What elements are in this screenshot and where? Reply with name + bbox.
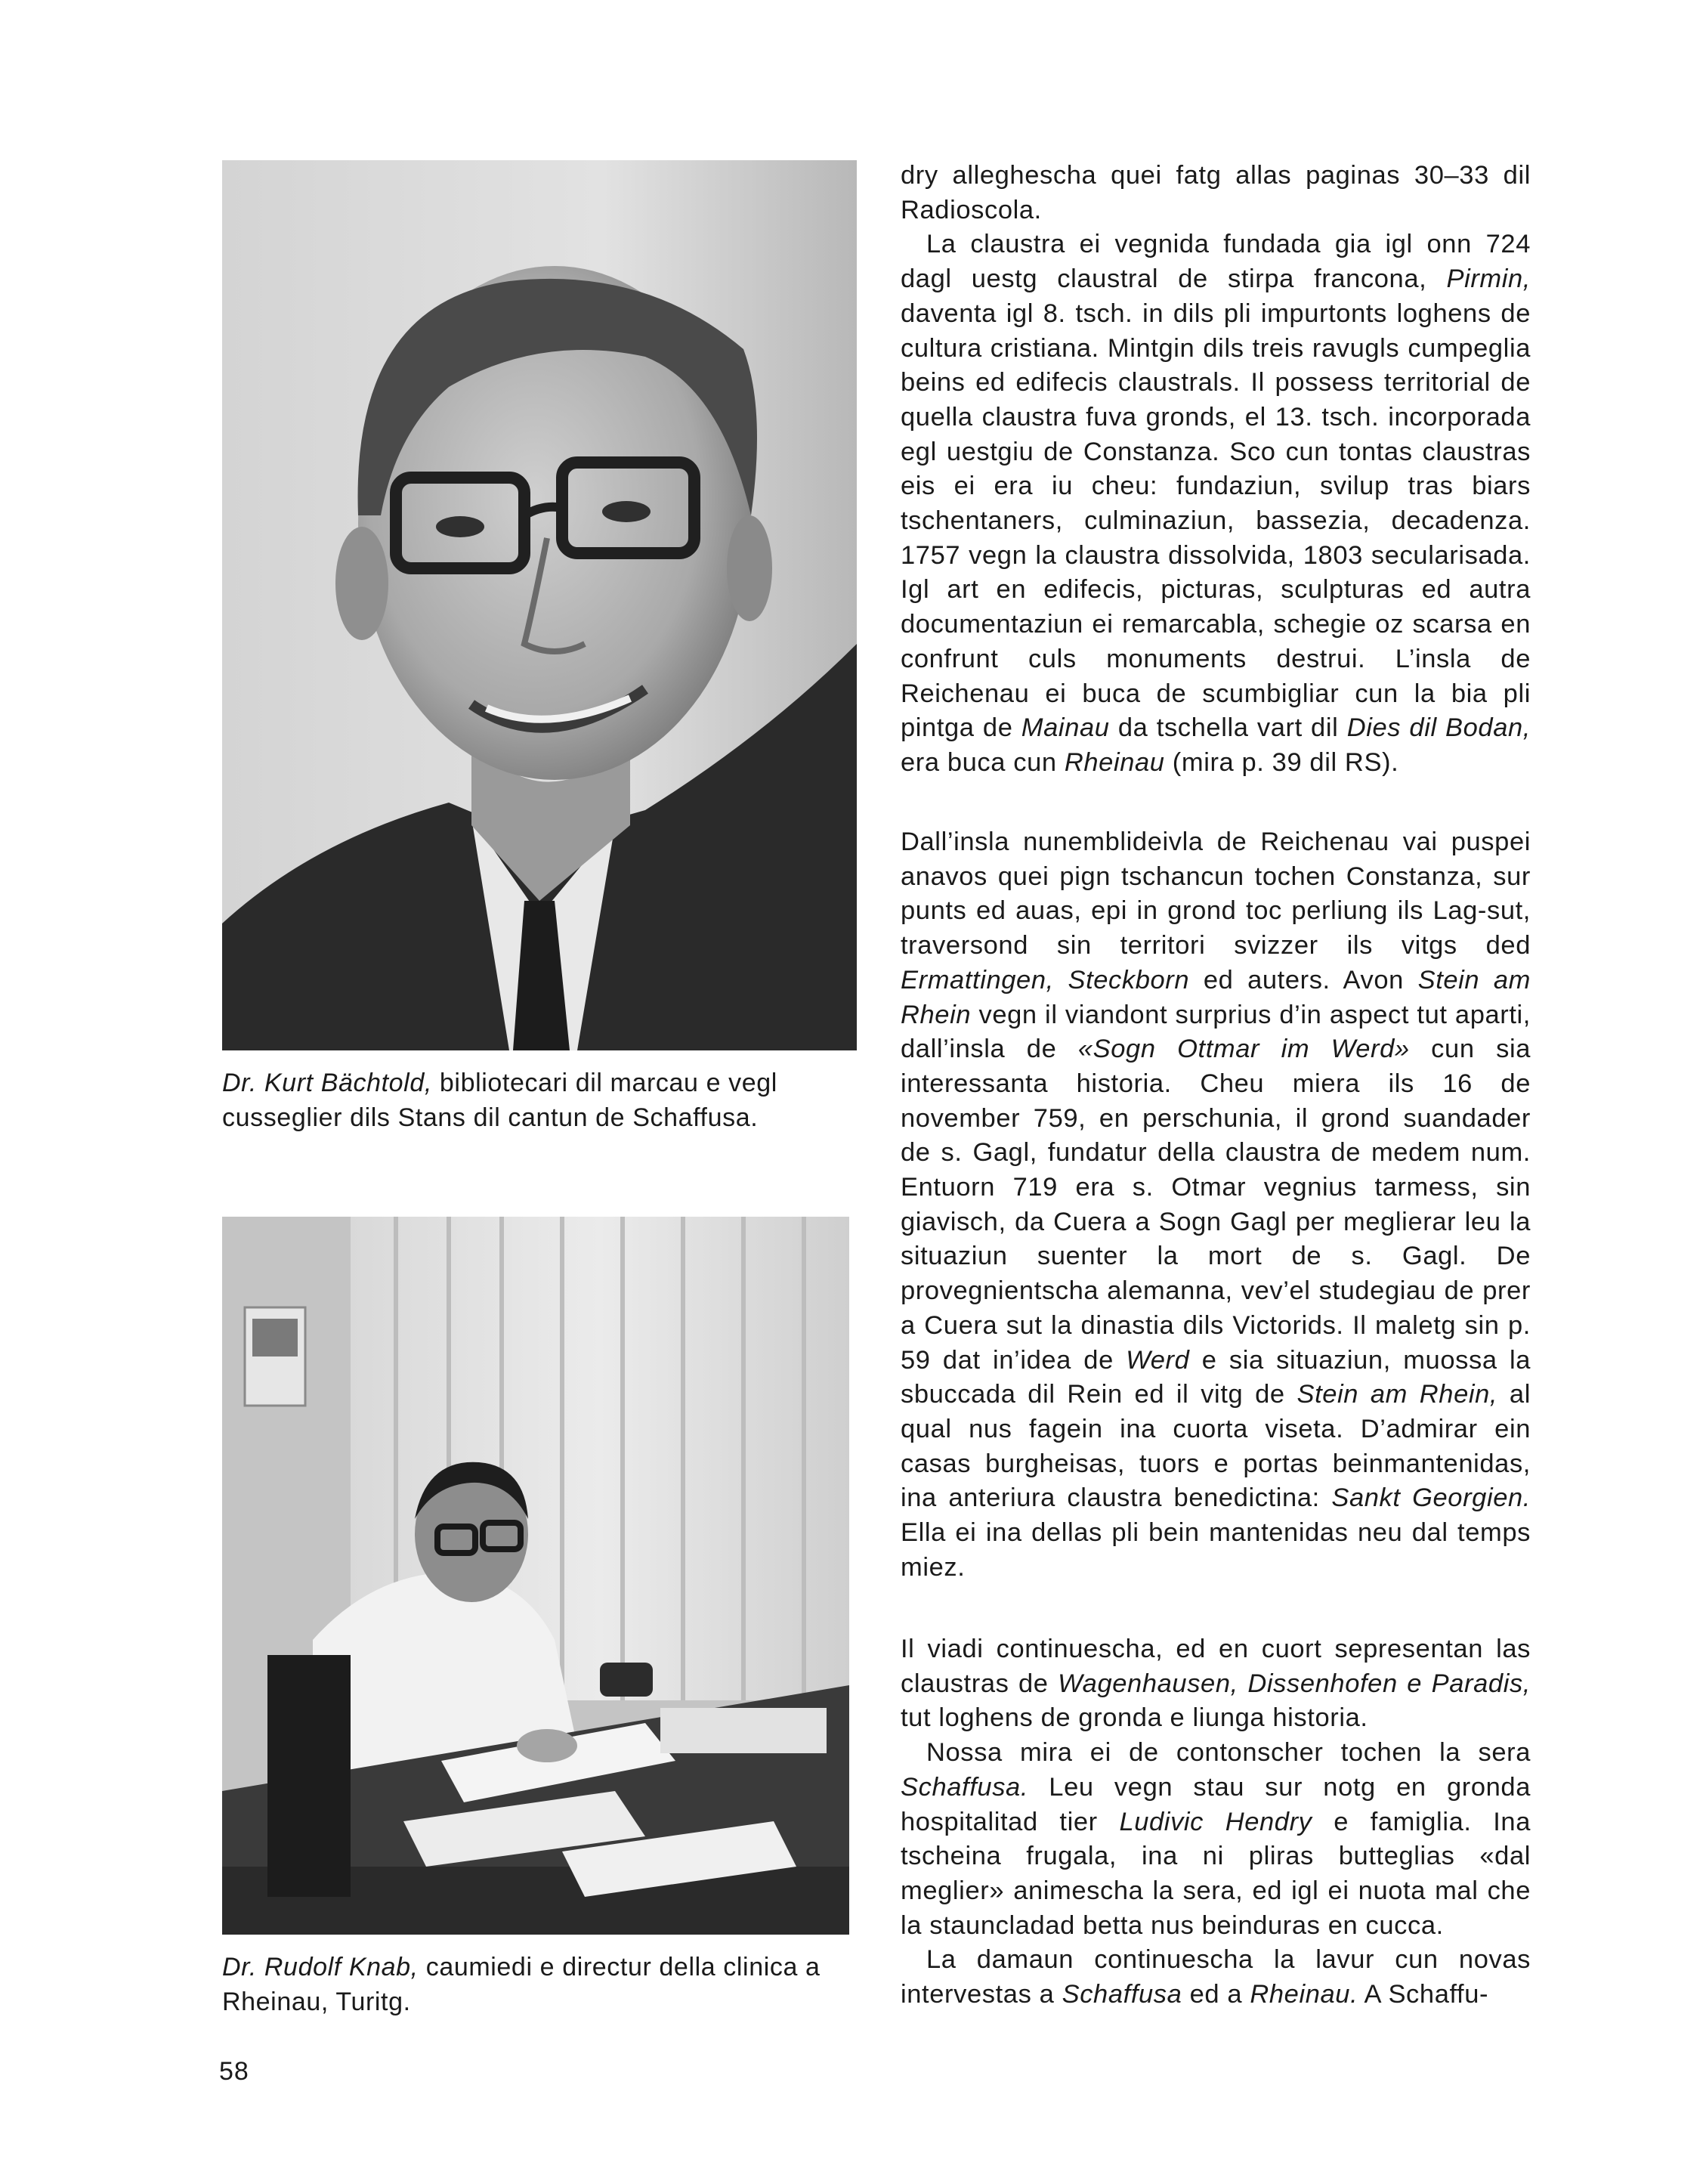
paragraph xyxy=(901,1943,1531,2012)
paragraph xyxy=(901,1632,1531,1736)
text-block-2 xyxy=(901,825,1531,1585)
paragraph-text: era buca cun xyxy=(901,747,1065,777)
emphasis: Ermattingen, Steckborn xyxy=(901,965,1190,995)
paragraph-text: e sia situaziun, muossa la sbuccada dil Rein ed il vitg de xyxy=(901,1345,1531,1409)
paragraph-text: Dall’insla nunemblideivla de Reichenau vai puspei anavos quei pign tschancun tochen Constanza, sur punts ed auas, epi in grond toc perliung ils Lag-sut, traversond sin territori svizzer ils vitgs ded xyxy=(901,828,1531,961)
emphasis: Wagenhausen, Dissenhofen e Paradis, xyxy=(1058,1669,1531,1698)
emphasis: Rheinau xyxy=(1064,747,1165,777)
caption-text: caumiedi e directur della clinica a Rheinau, Turitg. xyxy=(222,1953,821,2016)
paragraph-text: ed a xyxy=(1182,1980,1250,2009)
paragraph-text: dry alleghescha quei fatg allas paginas 30–33 dil Radioscola. xyxy=(901,161,1531,224)
paragraph-text: A Schaffu- xyxy=(1358,1980,1489,2009)
photo-rudolf-knab-at-desk xyxy=(222,1217,849,1935)
photo-caption-2 xyxy=(222,1950,849,2019)
paragraph-text: Leu vegn stau sur notg en gronda hospitalitad tier xyxy=(901,1772,1531,1836)
paragraph xyxy=(901,1736,1531,1943)
photo-caption-1 xyxy=(222,1066,849,1135)
emphasis: Rheinau. xyxy=(1250,1980,1358,2009)
emphasis: Ludivic Hendry xyxy=(1119,1807,1312,1836)
paragraph-text: e famiglia. Ina tscheina frugala, ina ni pliras butteglias «dal meglier» animescha la sera, ed igl ei nuota mal che la stauncladad betta nus beinduras en cucca. xyxy=(901,1807,1531,1940)
portrait-photo-kurt-baechtold xyxy=(222,160,857,1050)
emphasis: Dies dil Bodan, xyxy=(1346,713,1531,743)
caption-name: Dr. Rudolf Knab, xyxy=(222,1953,419,1981)
emphasis: Stein am Rhein xyxy=(901,965,1531,1029)
page-number: 58 xyxy=(219,2057,249,2086)
emphasis: Mainau xyxy=(1021,713,1110,743)
paragraph xyxy=(901,227,1531,780)
paragraph-text: Ella ei ina dellas pli bein mantenidas neu dal temps miez. xyxy=(901,1518,1531,1582)
paragraph-text: Nossa mira ei de contonscher tochen la sera xyxy=(926,1738,1531,1768)
text-block-1 xyxy=(901,159,1531,781)
paragraph-text: tut loghens de gronda e liunga historia. xyxy=(901,1703,1368,1733)
paragraph-text: daventa igl 8. tsch. in dils pli impurtonts loghens de cultura cristiana. Mintgin dils treis ravugls cumpeglia beins ed edifecis claustrals. Il possess territorial de quella claustra fuva gronds, el 13. tsch. incorporada egl uestgiu de Constanza. Sco cun tontas claustras eis ei era iu cheu: fundaziun, svilup tras biars tschentaners, culminaziun, bassezia, decadenza. 1757 vegn la claustra dissolvida, 1803 secularisada. Igl art en edifecis, picturas, sculpturas ed autra documentaziun ei remarcabla, schegie oz scarsa en confrunt culs monuments destrui. L’insla de Reichenau ei buca de scumbigliar cun la bia pli pintga de xyxy=(901,299,1531,743)
paragraph-text: cun sia interessanta historia. Cheu miera ils 16 de november 759, en perschunia, il grond suandader de s. Gagl, fundatur della claustra de medem num. Entuorn 719 era s. Otmar vegnius tarmess, sin giavisch, da Cuera a Sogn Gagl per meglierar leu la situaziun suenter la mort de s. Gagl. De provegnientscha alemanna, vev’el studegiau de prer a Cuera sut la dinastia dils Victorids. Il maletg sin p. 59 dat in’idea de xyxy=(901,1035,1531,1375)
caption-name: Dr. Kurt Bächtold, xyxy=(222,1069,432,1097)
emphasis: Pirmin, xyxy=(1446,264,1531,294)
paragraph-text: ed auters. Avon xyxy=(1189,965,1418,995)
paragraph-text: vegn il viandont surprius d’in aspect tut aparti, dall’insla de xyxy=(901,1000,1531,1064)
emphasis: Werd xyxy=(1126,1345,1190,1375)
paragraph-text: La damaun continuescha la lavur cun novas intervestas a xyxy=(901,1945,1531,2009)
paragraph-text: da tschella vart dil xyxy=(1109,713,1347,743)
emphasis: Stein am Rhein, xyxy=(1296,1380,1498,1409)
paragraph-text: La claustra ei vegnida fundada gia igl onn 724 dagl uestg claustral de stirpa francona, xyxy=(901,230,1531,294)
paragraph-text: (mira p. 39 dil RS). xyxy=(1164,747,1399,777)
caption-text: bibliotecari dil marcau e vegl cusseglier dils Stans dil cantun de Schaffusa. xyxy=(222,1069,777,1132)
office-illustration xyxy=(222,1217,849,1935)
emphasis: Sankt Georgien. xyxy=(1331,1483,1531,1513)
text-block-3 xyxy=(901,1632,1531,2012)
portrait-illustration xyxy=(222,160,857,1050)
emphasis: «Sogn Ottmar im Werd» xyxy=(1077,1035,1410,1064)
paragraph xyxy=(901,159,1531,227)
paragraph-text: Il viadi continuescha, ed en cuort sepresentan las claustras de xyxy=(901,1635,1531,1698)
emphasis: Schaffusa. xyxy=(901,1772,1029,1802)
emphasis: Schaffusa xyxy=(1062,1980,1182,2009)
paragraph xyxy=(901,825,1531,1585)
paragraph-text: al qual nus fagein ina cuorta viseta. D’admirar ein casas burgheisas, tuors e portas beinmantenidas, ina anteriura claustra benedictina: xyxy=(901,1380,1531,1513)
